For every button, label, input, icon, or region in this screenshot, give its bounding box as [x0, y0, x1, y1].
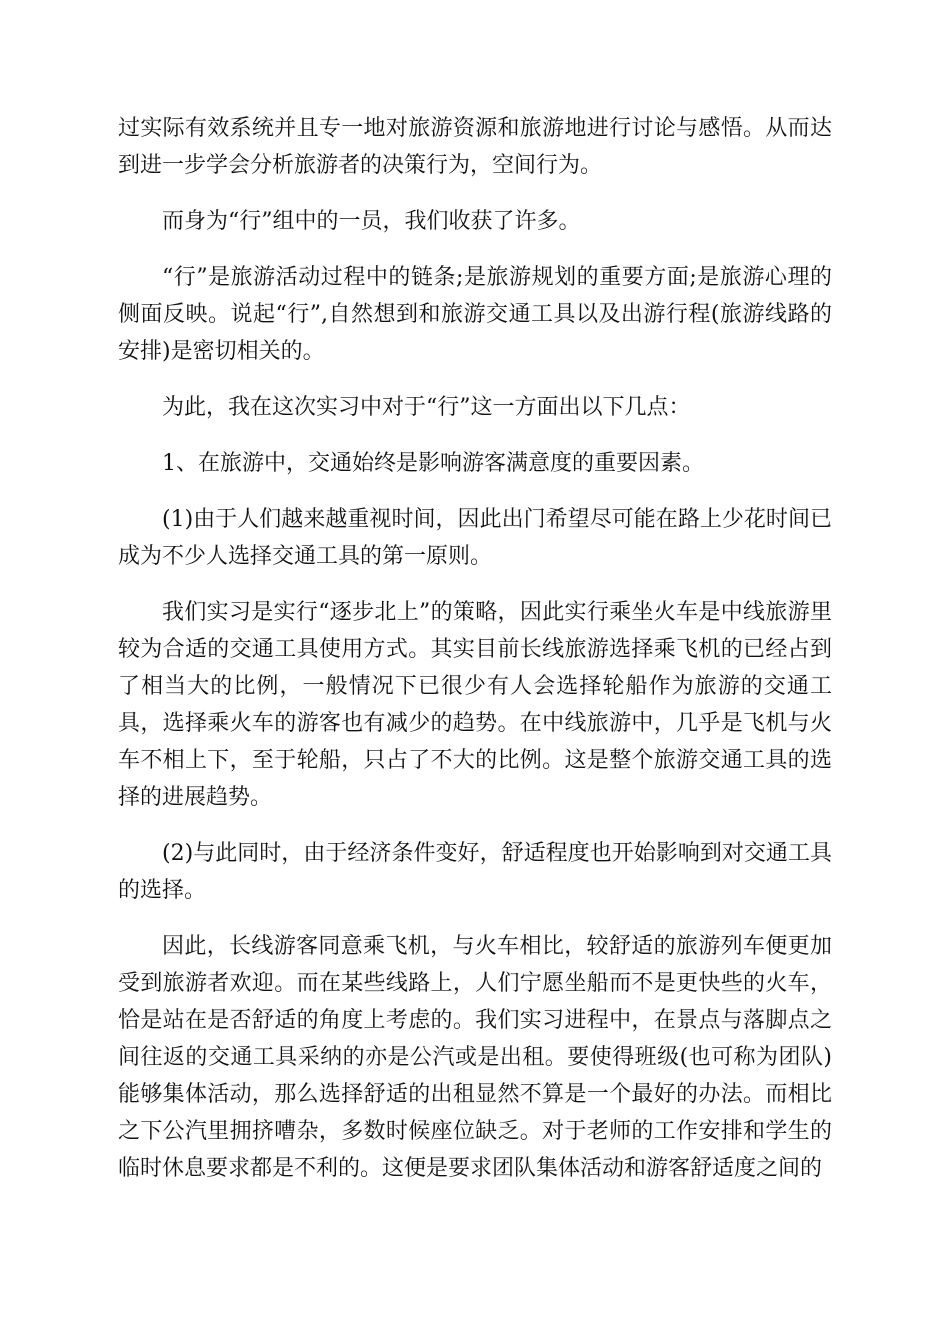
- paragraph-3: “行”是旅游活动过程中的链条;是旅游规划的重要方面;是旅游心理的侧面反映。说起“行”,自然想到和旅游交通工具以及出游行程(旅游线路的安排)是密切相关的。: [118, 265, 832, 364]
- paragraph-6: (1)由于人们越来越重视时间，因此出门希望尽可能在路上少花时间已成为不少人选择交通工具的第一原则。: [118, 507, 832, 569]
- paragraph-7: 我们实习是实行“逐步北上”的策略，因此实行乘坐火车是中线旅游里较为合适的交通工具使用方式。其实目前长线旅游选择乘飞机的已经占到了相当大的比例，一般情况下已很少有人会选择轮船作为旅游的交通工具，选择乘火车的游客也有减少的趋势。在中线旅游中，几乎是飞机与火车不相上下，至于轮船，只占了不大的比例。这是整个旅游交通工具的选择的进展趋势。: [118, 600, 832, 810]
- paragraph-5: 1、在旅游中，交通始终是影响游客满意度的重要因素。: [162, 451, 704, 476]
- paragraph-9: 因此，长线游客同意乘飞机，与火车相比，较舒适的旅游列车便更加受到旅游者欢迎。而在某些线路上，人们宁愿坐船而不是更快些的火车，恰是站在是否舒适的角度上考虑的。我们实习进程中，在景点与落脚点之间往返的交通工具采纳的亦是公汽或是出租。要使得班级(也可称为团队)能够集体活动，那么选择舒适的出租显然不算是一个最好的办法。而相比之下公汽里拥挤嘈杂，多数时候座位缺乏。对于老师的工作安排和学生的临时休息要求都是不利的。这便是要求团队集体活动和游客舒适度之间的: [118, 934, 832, 1181]
- paragraph-1: 过实际有效系统并且专一地对旅游资源和旅游地进行讨论与感悟。从而达到进一步学会分析旅游者的决策行为，空间行为。: [118, 116, 832, 178]
- paragraph-4: 为此，我在这次实习中对于“行”这一方面出以下几点：: [162, 395, 691, 420]
- paragraph-2: 而身为“行”组中的一员，我们收获了许多。: [162, 209, 581, 234]
- paragraph-8: (2)与此同时，由于经济条件变好，舒适程度也开始影响到对交通工具的选择。: [118, 841, 832, 903]
